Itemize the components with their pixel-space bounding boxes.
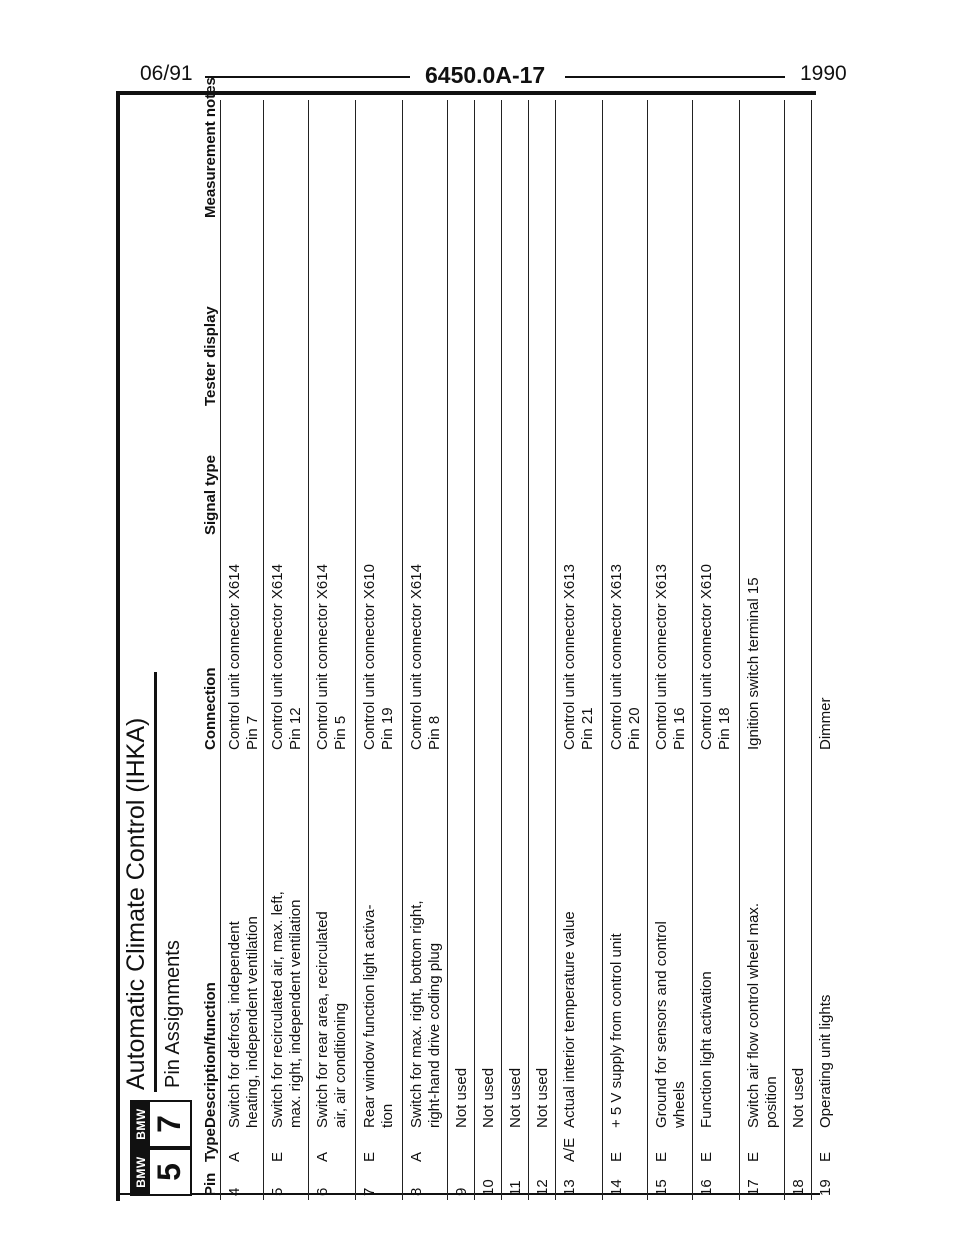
pin-cell: 16: [698, 1179, 715, 1196]
page-title: Automatic Climate Control (IHKA): [122, 717, 150, 1090]
column-header-signal-type: Signal type: [202, 454, 219, 535]
type-cell: A/E: [561, 1137, 578, 1162]
type-cell: A: [408, 1151, 425, 1162]
pin-cell: 9: [453, 1187, 470, 1196]
description-cell: Rear window function light activa- tion: [361, 904, 396, 1128]
table-row: [355, 100, 402, 1200]
pin-cell: 15: [653, 1179, 670, 1196]
pin-cell: 18: [790, 1179, 807, 1196]
table-row: [555, 100, 602, 1200]
connection-cell: Control unit connector X614 Pin 8: [408, 564, 443, 750]
description-cell: Not used: [480, 1067, 497, 1128]
table-row: [447, 100, 474, 1200]
type-cell: E: [361, 1151, 378, 1162]
type-cell: E: [817, 1151, 834, 1162]
pin-cell: 19: [817, 1179, 834, 1196]
logo-number: 5: [151, 1163, 187, 1181]
pin-cell: 5: [269, 1187, 286, 1196]
header-rule-left: [205, 76, 410, 78]
type-cell: A: [314, 1151, 331, 1162]
description-cell: Function light activation: [698, 971, 715, 1128]
table-row: [474, 100, 501, 1200]
header-rule-right: [565, 76, 785, 78]
table-row: [220, 100, 263, 1200]
type-cell: E: [269, 1151, 286, 1162]
type-cell: E: [745, 1151, 762, 1162]
description-cell: + 5 V supply from control unit: [608, 933, 625, 1128]
connection-cell: Control unit connector X613 Pin 16: [653, 564, 688, 750]
connection-cell: Control unit connector X614 Pin 5: [314, 564, 349, 750]
pin-cell: 17: [745, 1179, 762, 1196]
table-row: [692, 100, 739, 1200]
type-cell: E: [608, 1151, 625, 1162]
table-row: [647, 100, 692, 1200]
column-header-description: Description/function: [202, 982, 219, 1128]
connection-cell: Control unit connector X610 Pin 18: [698, 564, 733, 750]
connection-cell: Dimmer: [817, 697, 834, 750]
header-date: 06/91: [140, 62, 193, 85]
column-header-measurement-notes: Measurement notes: [202, 77, 219, 218]
column-header-type: Type: [202, 1128, 219, 1162]
pin-cell: 12: [534, 1179, 551, 1196]
pin-cell: 11: [507, 1180, 524, 1196]
description-cell: Not used: [453, 1067, 470, 1128]
table-row: [308, 100, 355, 1200]
type-cell: E: [653, 1151, 670, 1162]
pin-cell: 8: [408, 1187, 425, 1196]
table-row: [739, 100, 784, 1200]
document-code: 6450.0A-17: [425, 62, 546, 88]
description-cell: Switch for recirculated air, max. left, max. right, independent ventilation: [269, 891, 304, 1128]
description-cell: Switch for rear area, recirculated air, air conditioning: [314, 911, 349, 1128]
connection-cell: Control unit connector X614 Pin 12: [269, 564, 304, 750]
column-header-tester-display: Tester display: [202, 306, 219, 406]
connection-cell: Ignition switch terminal 15: [745, 577, 762, 750]
pin-cell: 13: [561, 1179, 578, 1196]
page-subtitle: Pin Assignments: [162, 940, 184, 1088]
column-header-pin: Pin: [202, 1172, 219, 1196]
description-cell: Ground for sensors and control wheels: [653, 921, 688, 1128]
pin-cell: 6: [314, 1187, 331, 1196]
description-cell: Not used: [534, 1067, 551, 1128]
description-cell: Not used: [507, 1067, 524, 1128]
description-cell: Switch for max. right, bottom right, right-hand drive coding plug: [408, 900, 443, 1128]
pin-cell: 10: [480, 1179, 497, 1196]
column-header-connection: Connection: [202, 667, 219, 750]
connection-cell: Control unit connector X610 Pin 19: [361, 564, 396, 750]
bmw-5-logo: [130, 1148, 192, 1196]
table-row: [784, 100, 811, 1200]
table-row: [402, 100, 447, 1200]
logo-brand: BMW: [132, 1150, 150, 1194]
table-row: [263, 100, 308, 1200]
rotated-content: [120, 77, 834, 1200]
bmw-7-logo: [130, 1100, 192, 1148]
description-cell: Actual interior temperature value: [561, 911, 578, 1128]
connection-cell: Control unit connector X613 Pin 20: [608, 564, 643, 750]
table-row: [528, 100, 555, 1200]
title-rule: [154, 672, 157, 1092]
table-row: [811, 100, 840, 1200]
pin-cell: 4: [226, 1187, 243, 1196]
type-cell: E: [698, 1151, 715, 1162]
type-cell: A: [226, 1151, 243, 1162]
description-cell: Switch for defrost, independent heating, independent ventilation: [226, 916, 261, 1128]
connection-cell: Control unit connector X613 Pin 21: [561, 564, 596, 750]
description-cell: Not used: [790, 1067, 807, 1128]
pin-cell: 14: [608, 1179, 625, 1196]
page-top-rule: [116, 91, 816, 95]
description-cell: Operating unit lights: [817, 994, 834, 1128]
table-row: [501, 100, 528, 1200]
logo-brand: BMW: [132, 1102, 150, 1146]
header-year: 1990: [800, 62, 847, 85]
logo-number: 7: [151, 1115, 187, 1133]
table-row: [602, 100, 647, 1200]
description-cell: Switch air flow control wheel max. position: [745, 902, 780, 1128]
pin-cell: 7: [361, 1187, 378, 1196]
pin-table: [220, 100, 840, 1200]
connection-cell: Control unit connector X614 Pin 7: [226, 564, 261, 750]
